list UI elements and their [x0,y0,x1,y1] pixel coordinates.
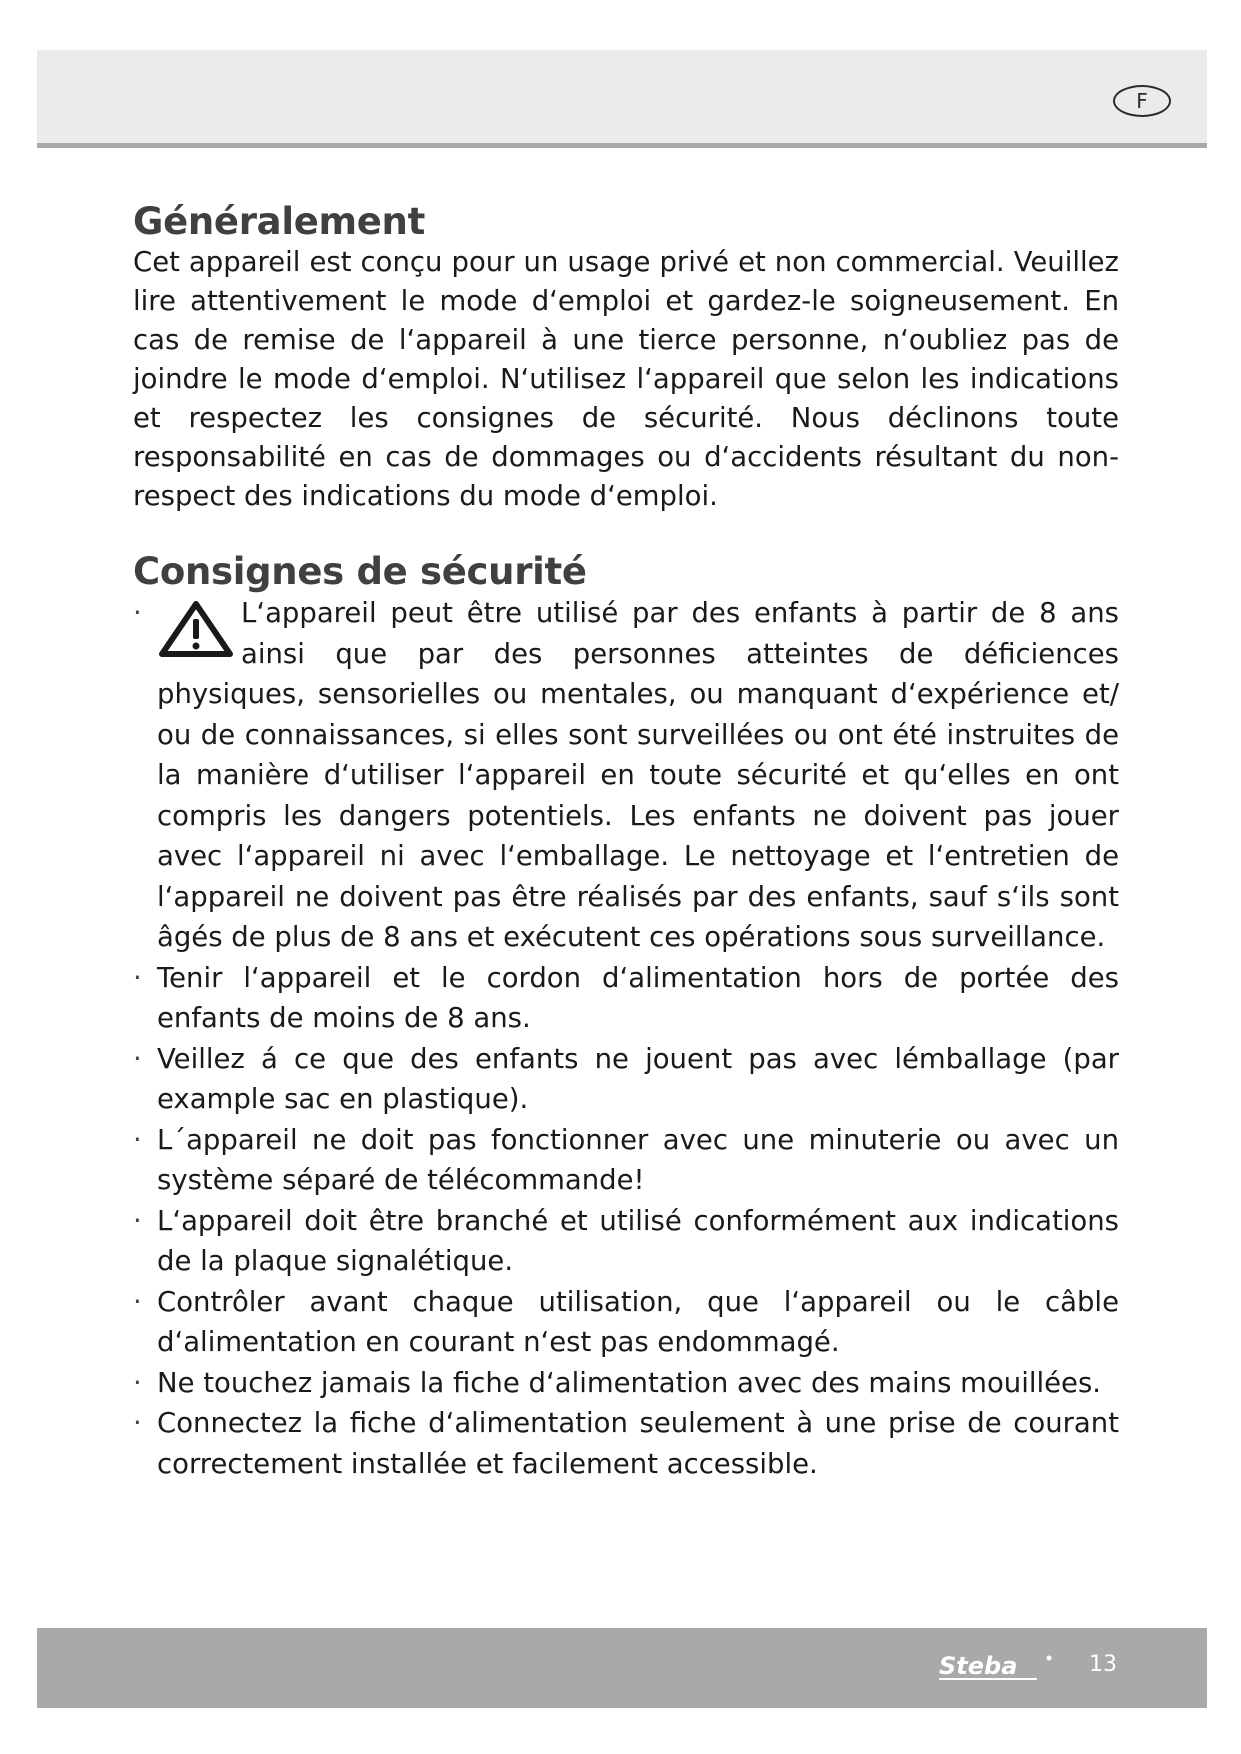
safety-item [133,1363,1119,1404]
section-title-general: Généralement [133,200,425,243]
steba-logo [937,1650,1057,1684]
safety-item-text: Veillez á ce que des enfants ne jouent pas avec lémballage (par example sac en plastique). [157,1042,1119,1115]
safety-item [133,1282,1119,1363]
page-number: 13 [1089,1652,1117,1677]
safety-item-text: L‘appareil peut être utilisé par des enfants à partir de 8 ans ainsi que par des personnes atteintes de déficiences physiques, sensorielles ou mentales, ou manquant d‘expérience et/ ou de connaissances, si elles sont surveillées ou ont été instruites de la manière d‘utiliser l‘appareil en toute sécurité et qu‘elles en ont compris les dangers potentiels. Les enfants ne doivent pas jouer avec l‘appareil ni avec l‘emballage. Le nettoyage et l‘entretien de l‘appareil ne doivent pas être réalisés par des enfants, sauf s‘ils sont âgés de plus de 8 ans et exécutent ces opérations sous surveillance. [157,597,1119,953]
main-content [133,200,1119,1484]
language-badge: F [1113,85,1171,117]
safety-list [133,593,1119,1484]
bullet: · [133,961,142,994]
warning-triangle-icon [157,599,235,659]
safety-item [133,1120,1119,1201]
safety-item [133,1201,1119,1282]
bullet: · [133,1204,142,1237]
section-title-safety: Consignes de sécurité [133,550,587,593]
safety-item [133,958,1119,1039]
safety-item-text: Tenir l‘appareil et le cordon d‘alimentation hors de portée des enfants de moins de 8 ans. [157,961,1119,1034]
safety-item [133,593,1119,958]
svg-text:Steba: Steba [939,1652,1018,1680]
header-band [37,50,1207,148]
bullet: · [133,597,142,629]
bullet: · [133,1042,142,1075]
bullet: · [133,1123,142,1156]
safety-item-text: Contrôler avant chaque utilisation, que l‘appareil ou le câble d‘alimentation en courant n‘est pas endommagé. [157,1285,1119,1358]
general-paragraph: Cet appareil est conçu pour un usage privé et non commercial. Veuillez lire attentivement le mode d‘emploi et gardez-le soigneusement. En cas de remise de l‘appareil à une tierce personne, n‘oubliez pas de joindre le mode d‘emploi. N‘utilisez l‘appareil que selon les indications et respectez les consignes de sécurité. Nous déclinons toute responsabilité en cas de dommages ou d‘accidents résultant du non-respect des indications du mode d‘emploi. [133,246,1119,512]
bullet: · [133,1366,142,1399]
safety-item-text: L‘appareil doit être branché et utilisé conformément aux indications de la plaque signalétique. [157,1204,1119,1277]
safety-item-text: Ne touchez jamais la fiche d‘alimentation avec des mains mouillées. [157,1366,1102,1399]
safety-item-text: L´appareil ne doit pas fonctionner avec une minuterie ou avec un système séparé de télécommande! [157,1123,1119,1196]
bullet: · [133,1407,142,1439]
safety-item-text: Connectez la fiche d‘alimentation seulement à une prise de courant correctement installée et facilement accessible. [157,1407,1119,1480]
safety-item [133,1403,1119,1484]
safety-item [133,1039,1119,1120]
bullet: · [133,1285,142,1318]
footer-band [37,1628,1207,1708]
